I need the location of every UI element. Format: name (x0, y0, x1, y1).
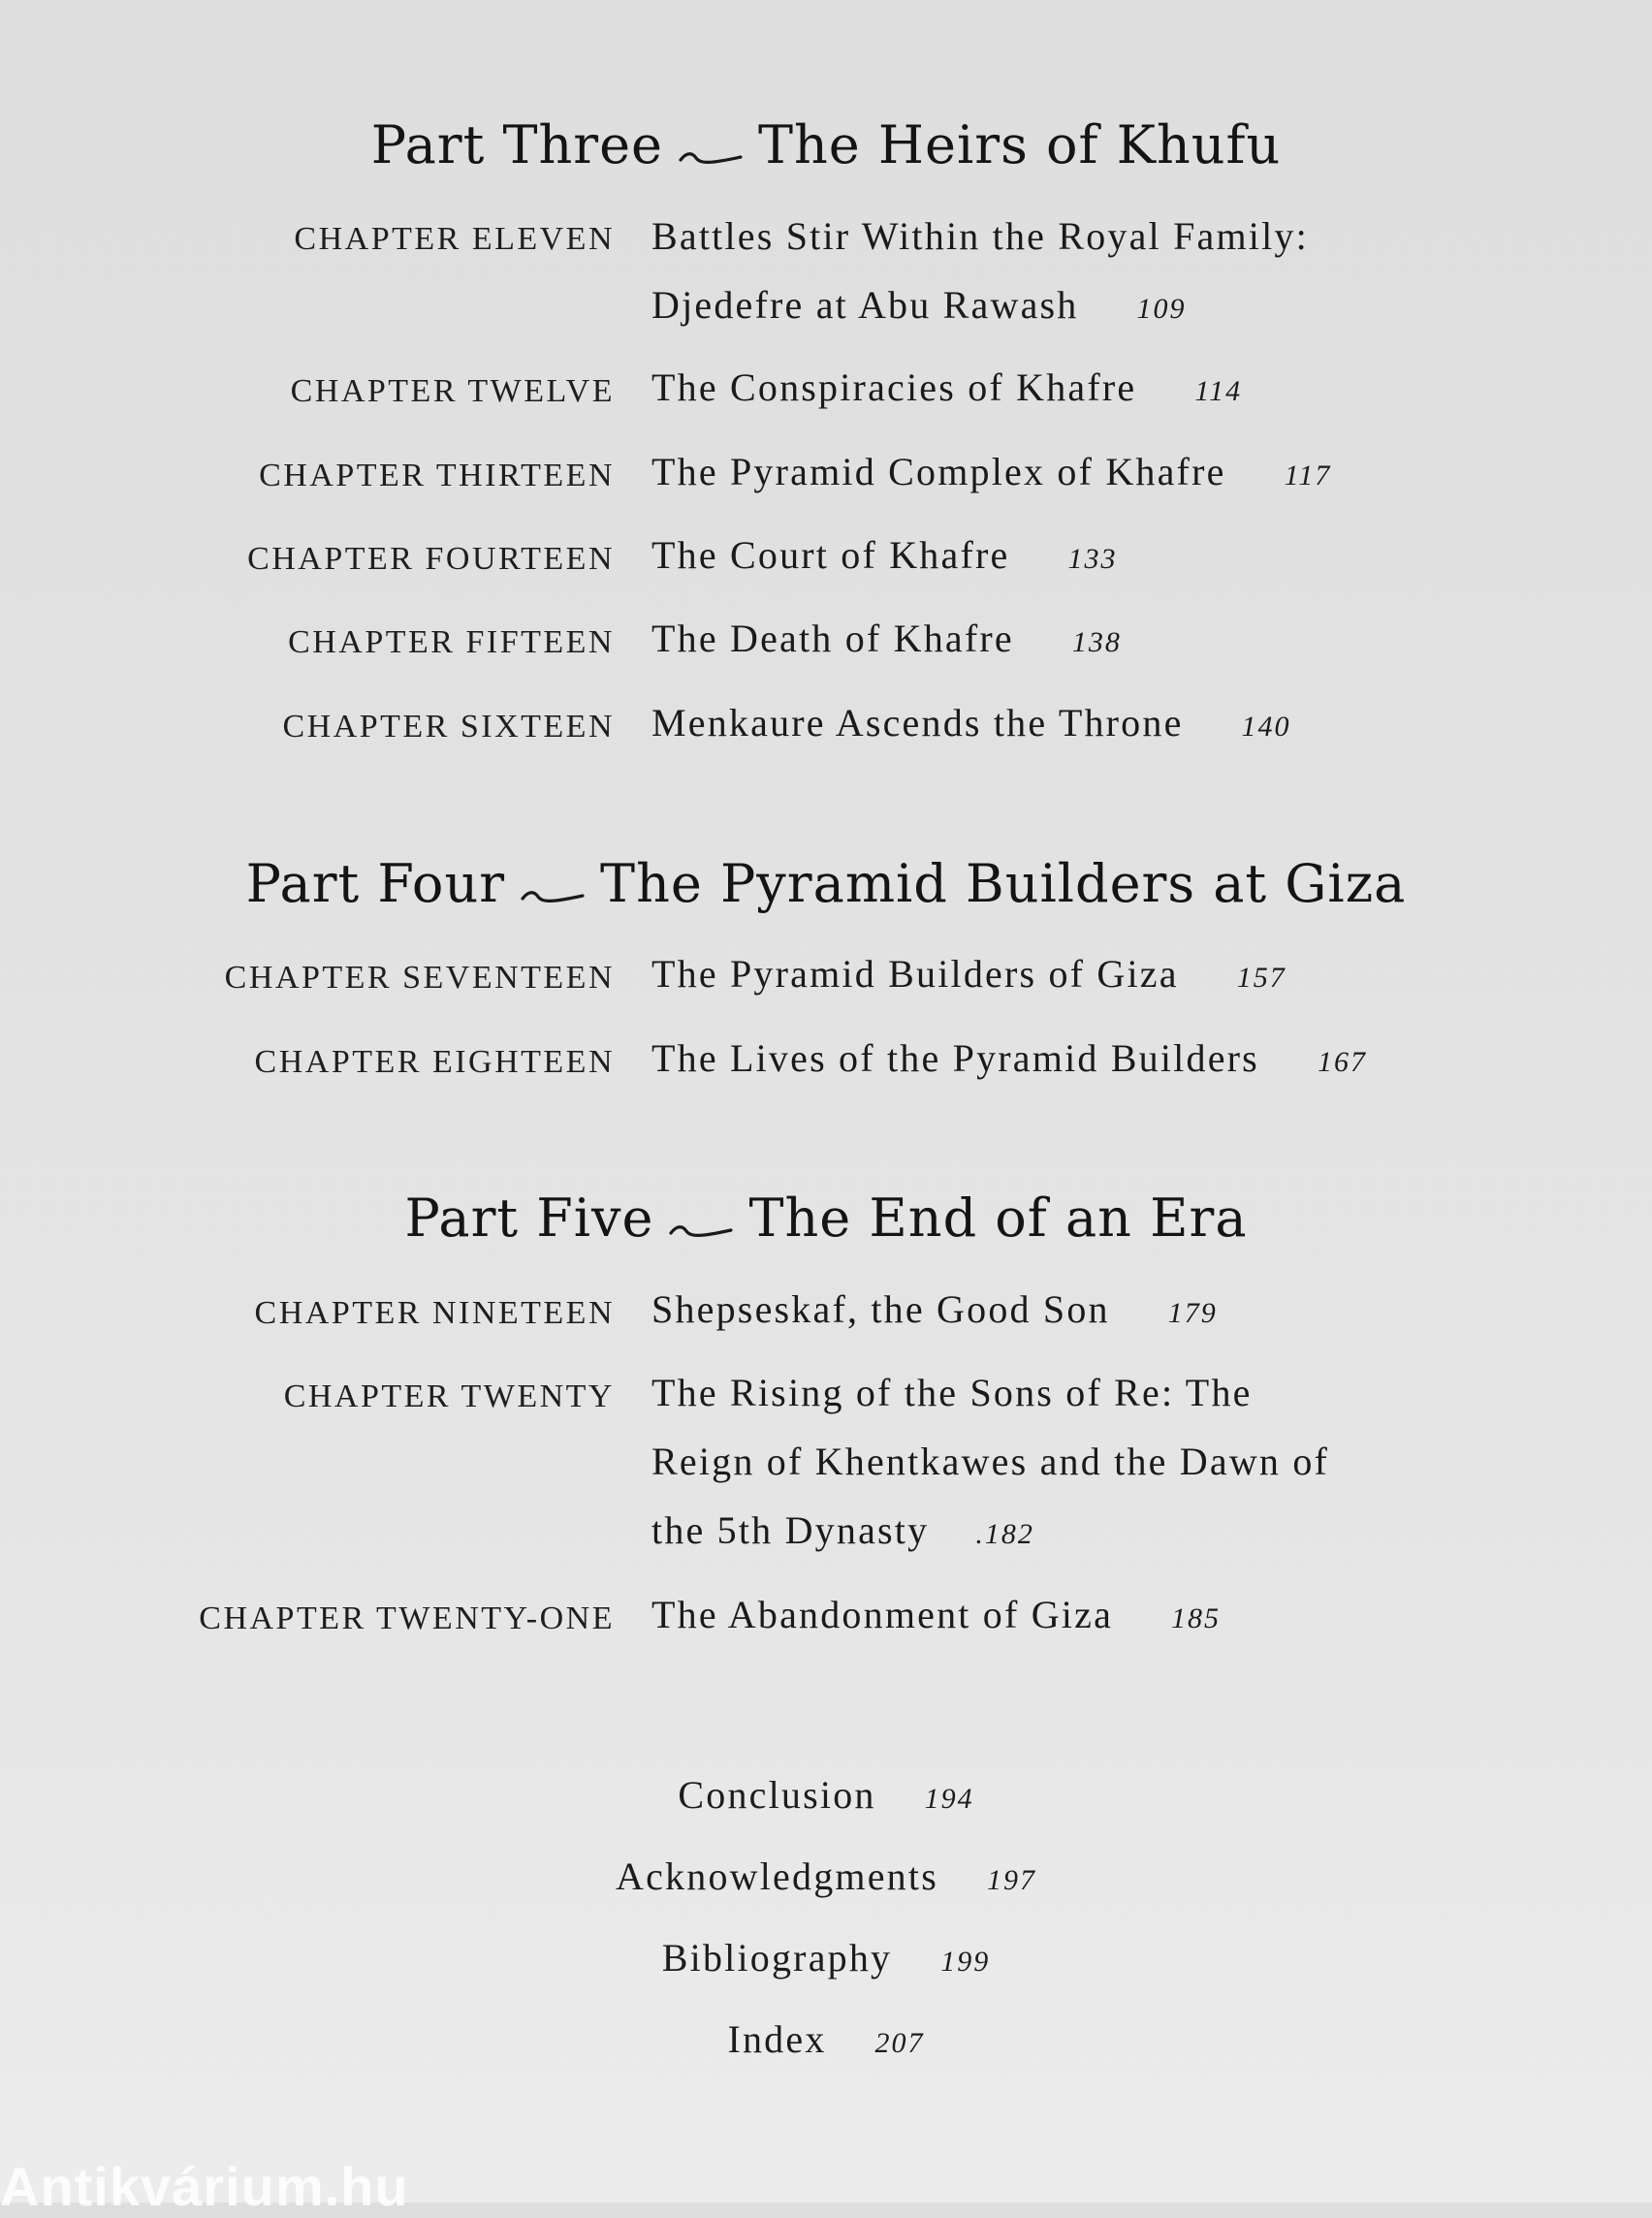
part-number: Part Four (245, 853, 506, 914)
page-number: 185 (1171, 1602, 1222, 1634)
page-number: 207 (874, 2027, 925, 2059)
ornamental-dash-icon (519, 858, 587, 919)
chapter-label: CHAPTER NINETEEN (254, 1295, 615, 1331)
page-number: 133 (1067, 543, 1118, 575)
chapter-label: CHAPTER TWENTY-ONE (199, 1600, 615, 1636)
part-number: Part Three (370, 114, 664, 175)
chapter-label: CHAPTER SIXTEEN (282, 709, 615, 745)
chapter-title: Shepseskaf, the Good Son 179 (651, 1287, 1218, 1331)
part-title: The Heirs of Khufu (758, 114, 1282, 175)
back-matter-title: Acknowledgments (616, 1854, 938, 1898)
chapter-title: Menkaure Ascends the Throne 140 (651, 701, 1291, 745)
ornamental-dash-icon (667, 1192, 735, 1253)
ornamental-dash-icon (677, 119, 745, 180)
chapter-title: The Pyramid Complex of Khafre 117 (651, 450, 1332, 493)
chapter-title: The Conspiracies of Khafre 114 (651, 365, 1243, 409)
back-matter-entry[interactable] (0, 1772, 1652, 1818)
back-matter-title: Bibliography (661, 1936, 893, 1980)
chapter-label: CHAPTER EIGHTEEN (254, 1044, 615, 1080)
watermark: Antikvárium.hu (0, 2156, 409, 2217)
chapter-label: CHAPTER TWENTY (283, 1378, 615, 1414)
chapter-title: The Abandonment of Giza 185 (651, 1593, 1222, 1636)
chapter-title: Battles Stir Within the Royal Family: Djedefre at Abu Rawash 109 (651, 214, 1309, 327)
part-heading (0, 853, 1652, 919)
back-matter-title: Index (727, 2017, 827, 2061)
chapter-title: The Rising of the Sons of Re: The Reign of Khentkawes and the Dawn of the 5th Dynasty .182 (651, 1371, 1330, 1552)
part-heading (0, 1188, 1652, 1253)
chapter-label: CHAPTER SEVENTEEN (224, 960, 615, 996)
part-title: The Pyramid Builders at Giza (600, 853, 1407, 914)
part-number: Part Five (404, 1188, 654, 1249)
chapter-label: CHAPTER ELEVEN (294, 221, 615, 257)
page-number: 179 (1167, 1297, 1218, 1329)
page-number: 138 (1071, 626, 1122, 658)
chapter-label: CHAPTER FOURTEEN (247, 541, 615, 577)
page-number: 167 (1317, 1046, 1367, 1078)
part-heading (0, 114, 1652, 180)
back-matter-entry[interactable] (0, 1935, 1652, 1980)
chapter-label: CHAPTER FIFTEEN (288, 624, 615, 660)
chapter-title: The Death of Khafre 138 (651, 617, 1122, 660)
page-number: 157 (1236, 962, 1287, 994)
page-number: 114 (1194, 375, 1243, 407)
chapter-title: The Court of Khafre 133 (651, 533, 1118, 577)
chapter-label: CHAPTER TWELVE (290, 373, 615, 409)
page-number: 199 (940, 1946, 991, 1978)
page-number: 109 (1136, 293, 1187, 325)
back-matter-entry[interactable] (0, 2016, 1652, 2062)
back-matter-title: Conclusion (678, 1773, 876, 1817)
back-matter-entry[interactable] (0, 1854, 1652, 1899)
page-number: .182 (975, 1518, 1034, 1550)
page-number: 194 (924, 1783, 974, 1815)
page-number: 140 (1241, 711, 1291, 743)
chapter-title: The Lives of the Pyramid Builders 167 (651, 1036, 1367, 1080)
part-title: The End of an Era (748, 1188, 1248, 1249)
chapter-title: The Pyramid Builders of Giza 157 (651, 952, 1287, 996)
chapter-label: CHAPTER THIRTEEN (259, 458, 615, 493)
page-number: 197 (986, 1864, 1036, 1896)
page-number: 117 (1284, 459, 1332, 491)
